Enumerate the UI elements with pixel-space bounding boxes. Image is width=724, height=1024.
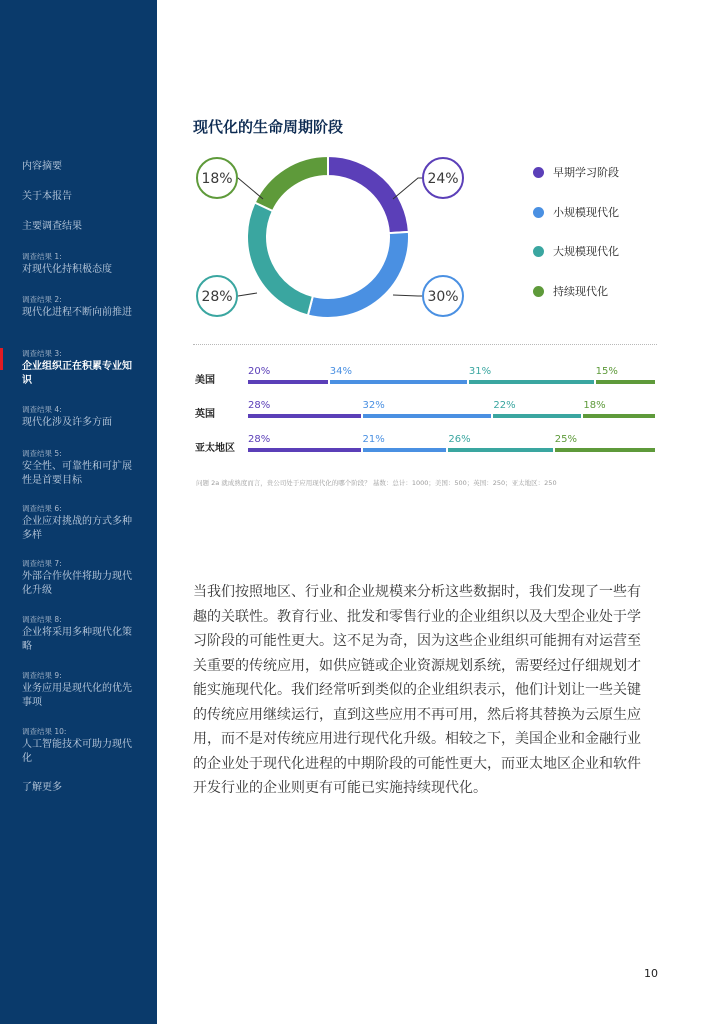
legend-swatch bbox=[533, 207, 544, 218]
active-item-marker bbox=[0, 348, 3, 370]
legend-label: 持续现代化 bbox=[553, 285, 608, 298]
region-label: 亚太地区 bbox=[195, 443, 235, 454]
sidebar-item-label: 主要调查结果 bbox=[22, 221, 82, 232]
sidebar-item-prefix: 调查结果 5: bbox=[22, 449, 62, 458]
sidebar-nav bbox=[0, 0, 157, 1024]
bar-segment bbox=[363, 448, 447, 452]
bar-value-label: 26% bbox=[448, 434, 471, 445]
sidebar-item-11[interactable] bbox=[22, 614, 140, 654]
sidebar-item-label: 业务应用是现代化的优先事项 bbox=[22, 683, 132, 708]
legend-item bbox=[533, 204, 619, 220]
donut-chart bbox=[193, 145, 493, 335]
callout-line-large-scale bbox=[237, 293, 257, 296]
bar-segment bbox=[363, 414, 492, 418]
sidebar-item-2[interactable] bbox=[22, 190, 140, 204]
sidebar-item-12[interactable] bbox=[22, 670, 140, 710]
bar-value-label: 32% bbox=[362, 400, 385, 411]
sidebar-item-label: 关于本报告 bbox=[22, 191, 72, 202]
page-number: 10 bbox=[644, 967, 658, 980]
sidebar-item-label: 企业应对挑战的方式多种多样 bbox=[22, 516, 132, 541]
bar-segment bbox=[248, 380, 328, 384]
chart-title: 现代化的生命周期阶段 bbox=[193, 118, 344, 136]
bar-segment bbox=[583, 414, 655, 418]
legend-item bbox=[533, 283, 608, 299]
donut-value-label-small-scale: 30% bbox=[427, 289, 459, 305]
sidebar-item-prefix: 调查结果 4: bbox=[22, 405, 62, 414]
legend-label: 早期学习阶段 bbox=[553, 166, 619, 179]
sidebar-item-prefix: 调查结果 6: bbox=[22, 504, 62, 513]
body-paragraph: 当我们按照地区、行业和企业规模来分析这些数据时，我们发现了一些有趣的关联性。教育行业、批发和零售行业的企业组织以及大型企业处于学习阶段的可能性更大。这不足为奇，因为这些企业组织可能拥有对运营至关重要的传统应用，如供应链或企业资源规划系统，需要经过仔细规划才能实施现代化。我们经常听到类似的企业组织表示，他们计划让一些关键的传统应用继续运行，直到这些应用不再可用，然后将其替换为云原生应用，而不是对传统应用进行现代化升级。相较之下，美国企业和金融行业的企业处于现代化进程的中期阶段的可能性更大，而亚太地区企业和软件开发行业的企业则更有可能已实施持续现代化。 bbox=[193, 584, 641, 796]
bar-value-label: 34% bbox=[329, 366, 353, 377]
donut-slice-large-scale bbox=[247, 203, 313, 316]
sidebar-item-label: 了解更多 bbox=[22, 782, 62, 793]
donut-slice-continuous bbox=[255, 156, 328, 211]
chart-footnote: 问题 2a 就成熟度而言，贵公司处于应用现代化的哪个阶段？ 基数：总计：1000；美国：500；英国：250；亚太地区：250 bbox=[196, 479, 557, 487]
bar-segment bbox=[330, 380, 467, 384]
callout-line-continuous bbox=[237, 178, 263, 199]
legend-swatch bbox=[533, 167, 544, 178]
bar-value-label: 18% bbox=[583, 400, 606, 411]
legend-label: 小规模现代化 bbox=[553, 206, 619, 219]
bar-segment bbox=[555, 448, 655, 452]
sidebar-item-label: 现代化进程不断向前推进 bbox=[22, 307, 132, 318]
sidebar-item-14[interactable] bbox=[22, 781, 140, 795]
sidebar-item-prefix: 调查结果 7: bbox=[22, 559, 62, 568]
donut-value-label-large-scale: 28% bbox=[201, 289, 233, 305]
bar-value-label: 31% bbox=[468, 366, 492, 377]
bar-segment bbox=[596, 380, 655, 384]
bar-value-label: 22% bbox=[493, 400, 516, 411]
section-divider bbox=[193, 344, 657, 345]
donut-value-label-continuous: 18% bbox=[201, 171, 233, 187]
sidebar-item-8[interactable] bbox=[22, 448, 140, 488]
sidebar-item-1[interactable] bbox=[22, 160, 140, 174]
sidebar-item-7[interactable] bbox=[22, 404, 140, 430]
legend-label: 大规模现代化 bbox=[553, 245, 619, 258]
sidebar-item-6[interactable] bbox=[22, 348, 140, 388]
bar-value-label: 25% bbox=[554, 434, 577, 445]
region-label: 英国 bbox=[195, 409, 215, 420]
sidebar-item-10[interactable] bbox=[22, 558, 140, 598]
bar-value-label: 15% bbox=[595, 366, 618, 377]
sidebar-item-prefix: 调查结果 10: bbox=[22, 727, 67, 736]
sidebar-item-prefix: 调查结果 3: bbox=[22, 349, 62, 358]
donut-value-label-early-learning: 24% bbox=[427, 171, 459, 187]
legend-swatch bbox=[533, 286, 544, 297]
bar-segment bbox=[493, 414, 581, 418]
sidebar-item-prefix: 调查结果 1: bbox=[22, 252, 62, 261]
bar-value-label: 21% bbox=[362, 434, 385, 445]
sidebar-item-3[interactable] bbox=[22, 220, 140, 234]
bar-segment bbox=[448, 448, 552, 452]
legend-item bbox=[533, 164, 619, 180]
bar-value-label: 28% bbox=[248, 400, 271, 411]
sidebar-item-prefix: 调查结果 8: bbox=[22, 615, 62, 624]
donut-slice-small-scale bbox=[308, 232, 409, 318]
sidebar-item-label: 人工智能技术可助力现代化 bbox=[22, 739, 132, 764]
legend-swatch bbox=[533, 246, 544, 257]
callout-line-small-scale bbox=[393, 295, 423, 296]
callout-line-early-learning bbox=[393, 178, 423, 199]
sidebar-item-prefix: 调查结果 9: bbox=[22, 671, 62, 680]
sidebar-item-13[interactable] bbox=[22, 726, 140, 766]
sidebar-item-label: 企业将采用多种现代化策略 bbox=[22, 627, 132, 652]
sidebar-item-label: 安全性、可靠性和可扩展性是首要目标 bbox=[22, 461, 132, 486]
sidebar-item-label: 企业组织正在积累专业知识 bbox=[22, 361, 132, 386]
sidebar-item-prefix: 调查结果 2: bbox=[22, 295, 62, 304]
sidebar-item-label: 现代化涉及许多方面 bbox=[22, 417, 112, 428]
bar-value-label: 20% bbox=[248, 366, 271, 377]
sidebar-item-label: 内容摘要 bbox=[22, 161, 62, 172]
bar-segment bbox=[248, 448, 361, 452]
bar-segment bbox=[248, 414, 361, 418]
bar-value-label: 28% bbox=[248, 434, 271, 445]
donut-slice-early-learning bbox=[328, 156, 409, 233]
sidebar-item-9[interactable] bbox=[22, 503, 140, 543]
sidebar-item-label: 外部合作伙伴将助力现代化升级 bbox=[22, 571, 132, 596]
sidebar-item-5[interactable] bbox=[22, 294, 140, 320]
bar-segment bbox=[469, 380, 594, 384]
sidebar-item-label: 对现代化持积极态度 bbox=[22, 264, 112, 275]
sidebar-item-4[interactable] bbox=[22, 251, 140, 277]
legend-item bbox=[533, 243, 619, 259]
region-label: 美国 bbox=[195, 375, 215, 386]
